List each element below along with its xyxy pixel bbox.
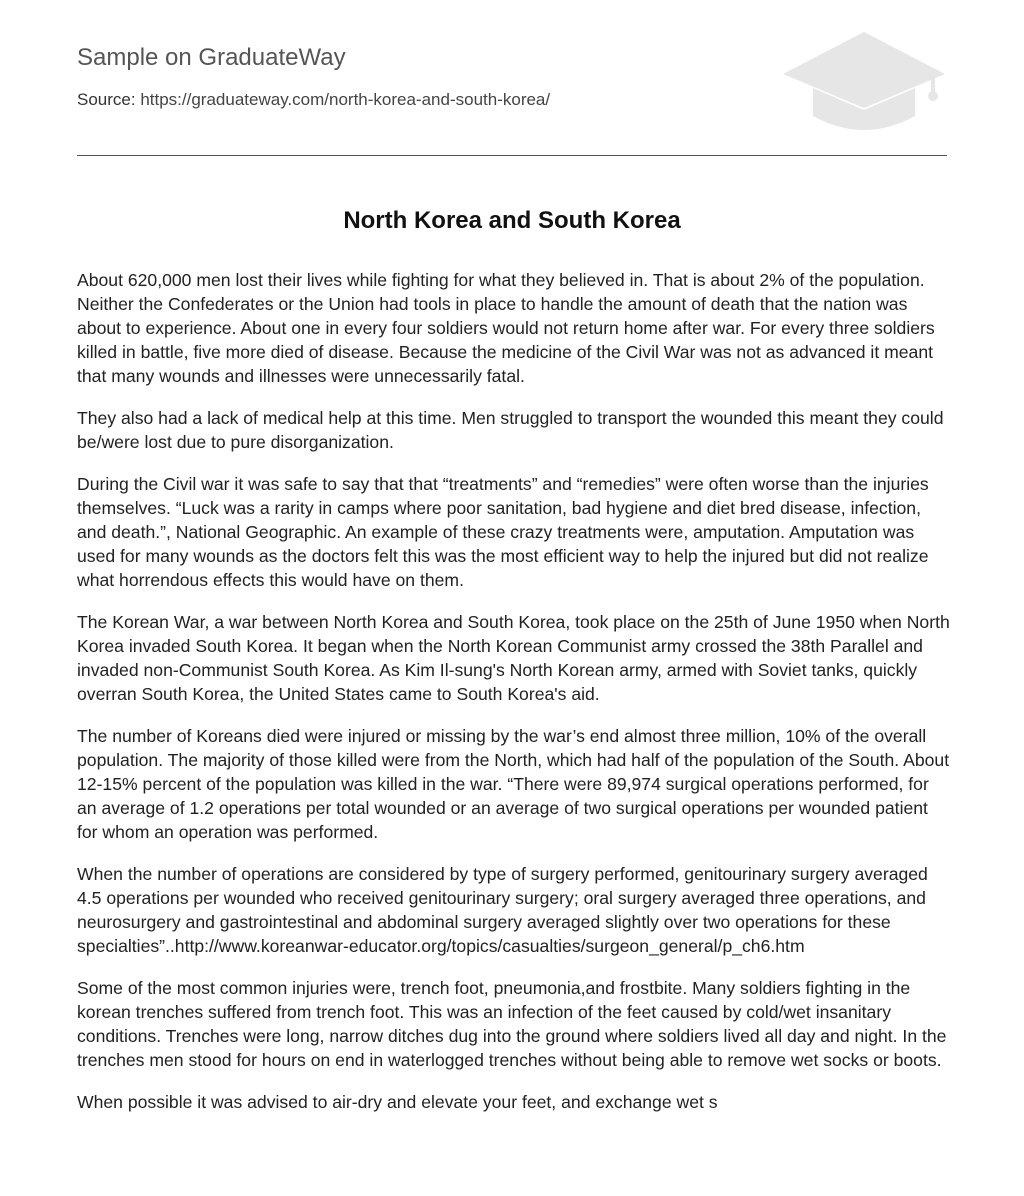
paragraph: About 620,000 men lost their lives while fighting for what they believed in. That is about 2% of the population. Neither the Confederates or the Union had tools in place to handle the amount of death that the nation was about to experience. About one in every four soldiers would not return home after war. For every three soldiers killed in battle, five more died of disease. Because the medicine of the Civil War was not as advanced it meant that many wounds and illnesses were unnecessarily fatal. xyxy=(77,270,935,386)
source-link[interactable]: https://graduateway.com/north-korea-and-south-korea/ xyxy=(140,90,551,109)
document-body xyxy=(77,268,951,1132)
paragraph: The Korean War, a war between North Korea and South Korea, took place on the 25th of June 1950 when North Korea invaded South Korea. It began when the North Korean Communist army crossed the 38th Parallel and invaded non-Communist South Korea. As Kim Il-sung's North Korean army, armed with Soviet tanks, quickly overran South Korea, the United States came to South Korea's aid. xyxy=(77,612,950,704)
paragraph: The number of Koreans died were injured or missing by the war’s end almost three million, 10% of the overall population. The majority of those killed were from the North, which had half of the population of the South. About 12-15% percent of the population was killed in the war. “There were 89,974 surgical operations performed, for an average of 1.2 operations per total wounded or an average of two surgical operations per wounded patient for whom an operation was performed. xyxy=(77,726,950,842)
source-line xyxy=(77,90,550,110)
header-divider xyxy=(77,155,947,156)
paragraph: When the number of operations are considered by type of surgery performed, genitourinary surgery averaged 4.5 operations per wounded who received genitourinary surgery; oral surgery averaged three operations, and neurosurgery and gastrointestinal and abdominal surgery averaged slightly over two operations for these specialties”..http://www.koreanwar-educator.org/topics/casualties/surgeon_general/p_ch6.htm xyxy=(77,864,928,956)
page-header xyxy=(77,0,947,156)
source-label: Source: xyxy=(77,90,136,109)
site-title: Sample on GraduateWay xyxy=(77,44,346,71)
document-title: North Korea and South Korea xyxy=(343,207,681,234)
paragraph: During the Civil war it was safe to say that that “treatments” and “remedies” were often worse than the injuries themselves. “Luck was a rarity in camps where poor sanitation, bad hygiene and diet bred disease, infection, and death.”, National Geographic. An example of these crazy treatments were, amputation. Amputation was used for many wounds as the doctors felt this was the most efficient way to help the injured but did not realize what horrendous effects this would have on them. xyxy=(77,474,929,590)
paragraph: When possible it was advised to air-dry and elevate your feet, and exchange wet s xyxy=(77,1092,718,1112)
paragraph: They also had a lack of medical help at this time. Men struggled to transport the wounded this meant they could be/were lost due to pure disorganization. xyxy=(77,408,944,452)
paragraph: Some of the most common injuries were, trench foot, pneumonia,and frostbite. Many soldiers fighting in the korean trenches suffered from trench foot. This was an infection of the feet caused by cold/wet insanitary conditions. Trenches were long, narrow ditches dug into the ground where soldiers lived all day and night. In the trenches men stood for hours on end in waterlogged trenches without being able to remove wet socks or boots. xyxy=(77,978,947,1070)
graduation-cap-icon xyxy=(781,30,947,134)
